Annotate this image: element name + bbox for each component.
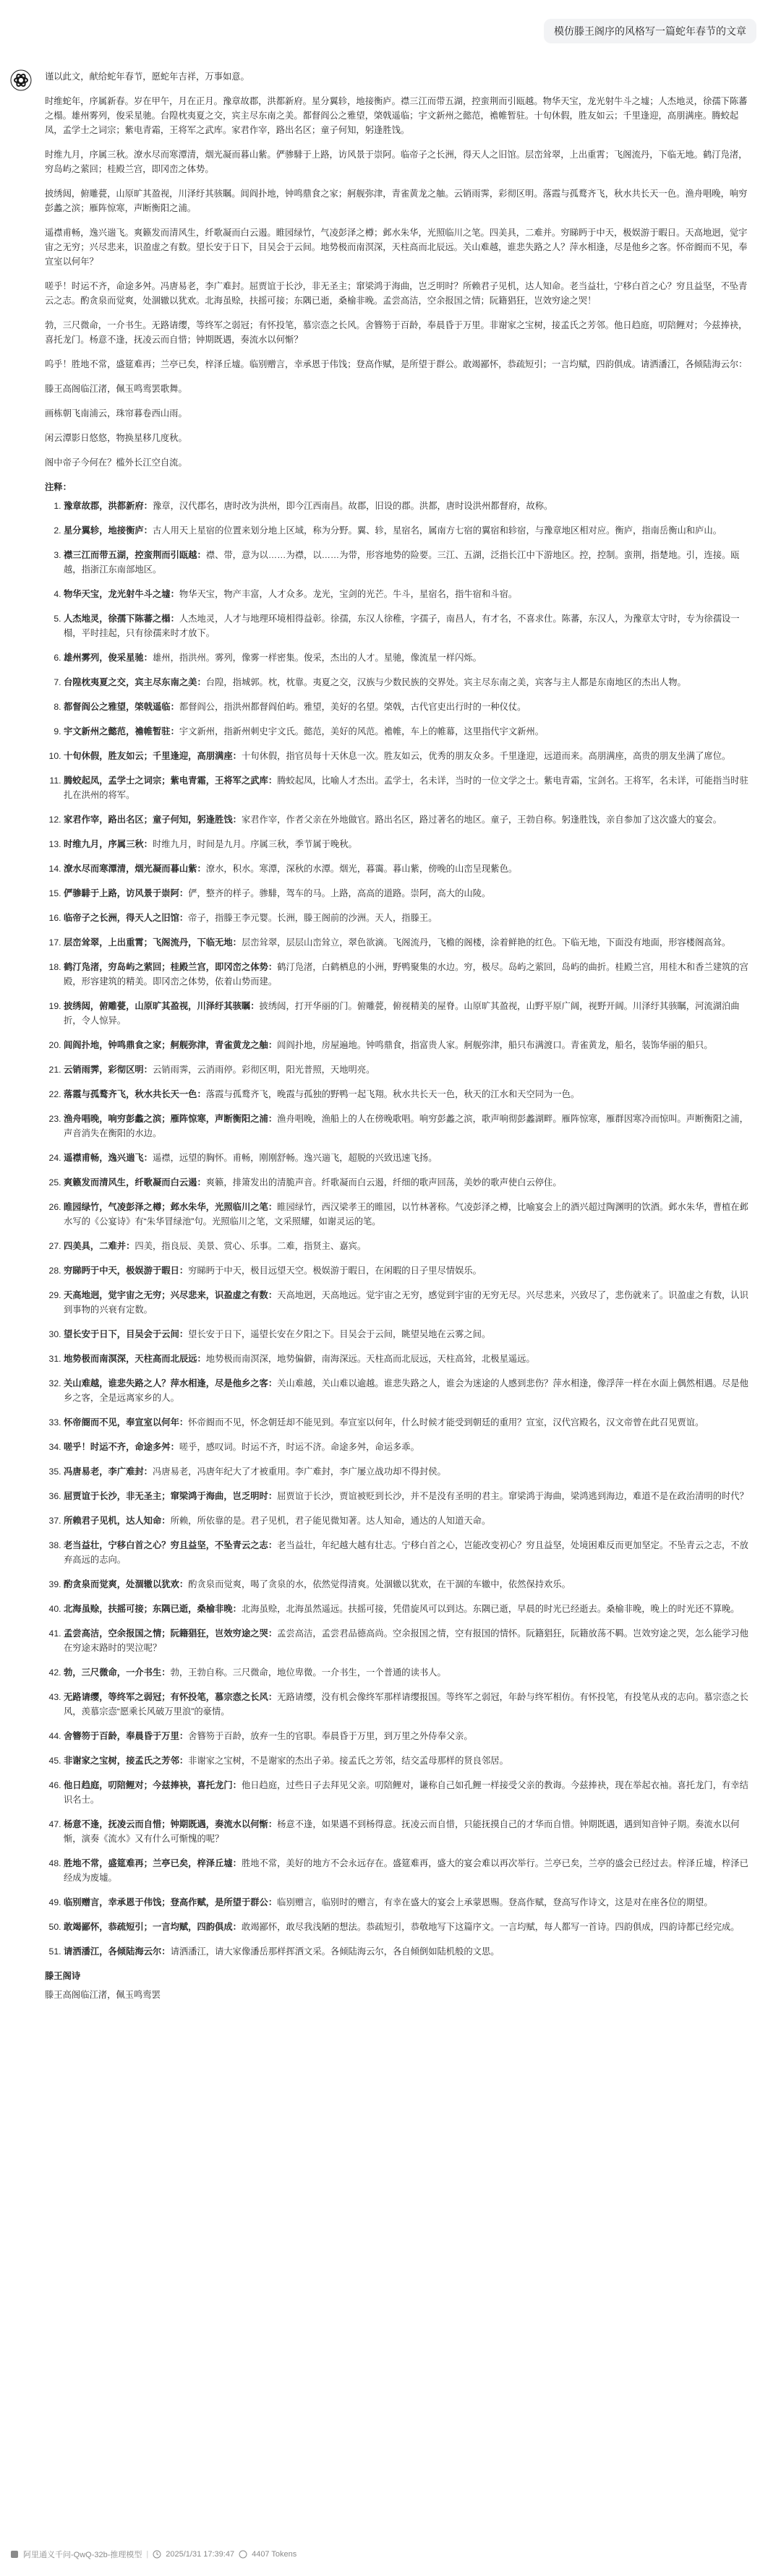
essay-paragraph: 时维九月，序属三秋。潦水尽而寒潭清，烟光凝而暮山紫。俨骖騑于上路，访风景于崇阿。临帝子之长洲，得天人之旧馆。层峦耸翠，上出重霄；飞阁流丹，下临无地。鹤汀凫渚，穷岛屿之萦回；桂殿兰宫，即冈峦之体势。 bbox=[45, 150, 748, 174]
note-text: 所赖，所依靠的是。君子见机，君子能见微知著。达人知命，通达的人知道天命。 bbox=[170, 1516, 491, 1526]
note-item bbox=[64, 812, 752, 827]
essay-paragraph: 披绣闼，俯雕甍，山原旷其盈视，川泽纡其骇瞩。闾阎扑地，钟鸣鼎食之家；舸舰弥津，青雀黄龙之舳。云销雨霁，彩彻区明。落霞与孤鹜齐飞，秋水共长天一色。渔舟唱晚，响穷彭蠡之滨；雁阵惊寒，声断衡阳之浦。 bbox=[45, 189, 748, 213]
note-item bbox=[64, 499, 752, 513]
note-text: 冯唐易老，冯唐年纪大了才被重用。李广难封，李广屡立战功却不得封侯。 bbox=[152, 1467, 446, 1477]
poem-block bbox=[45, 382, 752, 470]
note-text: 无路请缨，没有机会像终军那样请缨报国。等终军之弱冠，年龄与终军相仿。有怀投笔，有投笔从戎的志向。慕宗悫之长风，羡慕宗悫“愿乘长风破万里浪”的豪情。 bbox=[64, 1692, 748, 1717]
note-item bbox=[64, 1577, 752, 1592]
note-heading: 临帝子之长洲，得天人之旧馆： bbox=[64, 913, 189, 923]
note-item bbox=[64, 1817, 752, 1846]
note-item bbox=[64, 675, 752, 690]
model-name: 阿里通义千问-QwQ-32b-推理模型 bbox=[23, 2551, 142, 2559]
note-text: 非谢家之宝树，不是谢家的杰出子弟。接孟氏之芳邻，结交孟母那样的贤良邻居。 bbox=[188, 1756, 508, 1766]
note-text: 雄州，指洪州。雾列，像雾一样密集。俊采，杰出的人才。星驰，像流星一样闪烁。 bbox=[152, 653, 482, 663]
note-item bbox=[64, 886, 752, 901]
note-heading: 云销雨霁，彩彻区明： bbox=[64, 1065, 153, 1075]
note-heading: 披绣闼，俯雕甍，山原旷其盈视，川泽纡其骇瞩： bbox=[64, 1001, 260, 1011]
token-count: 4407 Tokens bbox=[252, 2550, 297, 2559]
note-text: 睢园绿竹，西汉梁孝王的睢园，以竹林著称。气凌彭泽之樽，比喻宴会上的酒兴超过陶渊明的饮酒。邺水朱华，曹植在邺水写的《公宴诗》有“朱华冒绿池”句。光照临川之笔，文采照耀，如谢灵运的笔。 bbox=[64, 1202, 748, 1227]
poem-line: 滕王高阁临江渚，佩玉鸣鸾罢 bbox=[45, 1990, 161, 2000]
note-text: 家君作宰，作者父亲在外地做官。路出名区，路过著名的地区。童子，王勃自称。躬逢胜饯，亲自参加了这次盛大的宴会。 bbox=[241, 815, 722, 825]
note-heading: 临别赠言，幸承恩于伟饯；登高作赋，是所望于群公： bbox=[64, 1897, 278, 1907]
note-item bbox=[64, 1753, 752, 1768]
note-item bbox=[64, 611, 752, 640]
note-heading: 雄州雾列，俊采星驰： bbox=[64, 653, 153, 663]
note-text: 爽籁，排箫发出的清脆声音。纤歌凝而白云遏，纤细的歌声回荡，美妙的歌声使白云停住。 bbox=[205, 1177, 562, 1188]
note-heading: 怀帝阍而不见，奉宣室以何年： bbox=[64, 1417, 189, 1427]
note-text: 老当益壮，年纪越大越有壮志。宁移白首之心，岂能改变初心？穷且益坚，处境困难反而更加坚定。不坠青云之志，不放弃高远的志向。 bbox=[64, 1540, 748, 1565]
note-text: 俨，整齐的样子。骖騑，驾车的马。上路，高高的道路。崇阿，高大的山陵。 bbox=[188, 888, 491, 898]
note-text: 落霞与孤鹜齐飞，晚霞与孤独的野鸭一起飞翔。秋水共长天一色，秋天的江水和天空同为一色。 bbox=[205, 1089, 580, 1099]
note-item bbox=[64, 1602, 752, 1616]
note-item bbox=[64, 523, 752, 538]
note-heading: 敢竭鄙怀，恭疏短引；一言均赋，四韵俱成： bbox=[64, 1922, 242, 1932]
note-heading: 四美具，二难并： bbox=[64, 1241, 135, 1251]
note-item bbox=[64, 1489, 752, 1503]
note-item bbox=[64, 935, 752, 950]
note-text: 宇文新州，指新州刺史宇文氏。懿范，美好的风范。襜帷，车上的帷幕，这里指代宇文新州。 bbox=[179, 726, 545, 737]
note-text: 遥襟，远望的胸怀。甫畅，刚刚舒畅。逸兴遄飞，超脱的兴致迅速飞扬。 bbox=[152, 1153, 438, 1163]
note-item bbox=[64, 1239, 752, 1253]
note-heading: 杨意不逢，抚凌云而自惜；钟期既遇，奏流水以何惭： bbox=[64, 1819, 278, 1829]
note-heading: 非谢家之宝树，接孟氏之芳邻： bbox=[64, 1756, 189, 1766]
note-heading: 勃，三尺微命，一介书生： bbox=[64, 1667, 171, 1678]
assistant-logo-icon bbox=[10, 69, 32, 91]
note-text: 层峦耸翠，层层山峦耸立，翠色欲滴。飞阁流丹，飞檐的阁楼，涂着鲜艳的红色。下临无地，下面没有地面，形容楼阁高耸。 bbox=[241, 937, 731, 948]
note-heading: 北海虽赊，扶摇可接；东隅已逝，桑榆非晚： bbox=[64, 1604, 242, 1614]
note-heading: 老当益壮，宁移白首之心？穷且益坚，不坠青云之志： bbox=[64, 1540, 278, 1550]
note-heading: 人杰地灵，徐孺下陈蕃之榻： bbox=[64, 614, 179, 624]
note-item bbox=[64, 587, 752, 601]
note-text: 物华天宝，物产丰富，人才众多。龙光，宝剑的光芒。牛斗，星宿名，指牛宿和斗宿。 bbox=[179, 589, 518, 599]
note-item bbox=[64, 1778, 752, 1807]
notes-title: 注释： bbox=[45, 482, 72, 492]
note-text: 都督阎公，指洪州都督阎伯屿。雅望，美好的名望。棨戟，古代官吏出行时的一种仪仗。 bbox=[179, 702, 526, 712]
poem-line: 滕王高阁临江渚，佩玉鸣鸾罢歌舞。 bbox=[45, 384, 187, 394]
note-heading: 时维九月，序属三秋： bbox=[64, 839, 153, 849]
note-heading: 穷睇眄于中天，极娱游于暇日： bbox=[64, 1266, 189, 1276]
note-heading: 宇文新州之懿范，襜帷暂驻： bbox=[64, 726, 179, 737]
note-heading: 台隍枕夷夏之交，宾主尽东南之美： bbox=[64, 677, 206, 687]
note-item bbox=[64, 1538, 752, 1567]
note-text: 四美，指良辰、美景、赏心、乐事。二难，指贤主、嘉宾。 bbox=[135, 1241, 367, 1251]
note-item bbox=[64, 1464, 752, 1479]
poem-line: 阁中帝子今何在？槛外长江空自流。 bbox=[45, 458, 187, 468]
note-text: 望长安于日下，遥望长安在夕阳之下。目吴会于云间，眺望吴地在云雾之间。 bbox=[188, 1329, 491, 1339]
note-item bbox=[64, 862, 752, 876]
note-text: 襟、带，意为以……为襟，以……为带，形容地势的险要。三江、五湖，泛指长江中下游地区。控，控制。蛮荆，指楚地。引，连接。瓯越，指浙江东南部地区。 bbox=[64, 550, 740, 575]
note-heading: 屈贾谊于长沙，非无圣主；窜梁鸿于海曲，岂乏明时： bbox=[64, 1491, 278, 1501]
assistant-response bbox=[45, 69, 752, 2012]
note-heading: 舍簪笏于百龄，奉晨昏于万里： bbox=[64, 1731, 189, 1741]
note-item bbox=[64, 911, 752, 925]
note-item bbox=[64, 1352, 752, 1366]
poem-title: 滕王阁诗 bbox=[45, 1971, 81, 1981]
note-item bbox=[64, 999, 752, 1028]
note-heading: 闾阎扑地，钟鸣鼎食之家；舸舰弥津，青雀黄龙之舳： bbox=[64, 1040, 278, 1050]
note-text: 舍簪笏于百龄，放弃一生的官职。奉晨昏于万里，到万里之外侍奉父亲。 bbox=[188, 1731, 473, 1741]
note-heading: 冯唐易老，李广难封： bbox=[64, 1467, 153, 1477]
note-text: 他日趋庭，过些日子去拜见父亲。叨陪鲤对，谦称自己如孔鲤一样接受父亲的教诲。今兹捧袂，现在举起衣袖。喜托龙门，有幸结识名士。 bbox=[64, 1780, 748, 1805]
note-text: 帝子，指滕王李元婴。长洲，滕王阁前的沙洲。天人，指滕王。 bbox=[188, 913, 438, 923]
note-heading: 他日趋庭，叨陪鲤对；今兹捧袂，喜托龙门： bbox=[64, 1780, 242, 1790]
note-item bbox=[64, 1440, 752, 1454]
note-item bbox=[64, 773, 752, 802]
note-item bbox=[64, 837, 752, 851]
note-text: 杨意不逢，如果遇不到杨得意。抚凌云而自惜，只能抚摸自己的才华而自惜。钟期既遇，遇到知音钟子期。奏流水以何惭，演奏《流水》又有什么可惭愧的呢？ bbox=[64, 1819, 740, 1844]
note-heading: 渔舟唱晚，响穷彭蠡之滨；雁阵惊寒，声断衡阳之浦： bbox=[64, 1114, 278, 1124]
note-text: 时维九月，时间是九月。序属三秋，季节属于晚秋。 bbox=[152, 839, 357, 849]
essay-paragraph: 嗟乎！时运不齐，命途多舛。冯唐易老，李广难封。屈贾谊于长沙，非无圣主；窜梁鸿于海曲，岂乏明时？所赖君子见机，达人知命。老当益壮，宁移白首之心？穷且益坚，不坠青云之志。酌贪泉而觉爽，处涸辙以犹欢。北海虽赊，扶摇可接；东隅已逝，桑榆非晚。孟尝高洁，空余报国之情；阮籍猖狂，岂效穷途之哭！ bbox=[45, 281, 748, 306]
note-item bbox=[64, 749, 752, 763]
note-heading: 关山难越，谁悲失路之人？萍水相逢，尽是他乡之客： bbox=[64, 1378, 278, 1388]
note-item bbox=[64, 1112, 752, 1141]
note-item bbox=[64, 1038, 752, 1052]
note-heading: 胜地不常，盛筵难再；兰亭已矣，梓泽丘墟： bbox=[64, 1858, 242, 1868]
note-heading: 睢园绿竹，气凌彭泽之樽；邺水朱华，光照临川之笔： bbox=[64, 1202, 278, 1212]
note-item bbox=[64, 1376, 752, 1405]
note-item bbox=[64, 1175, 752, 1190]
note-heading: 无路请缨，等终军之弱冠；有怀投笔，慕宗悫之长风： bbox=[64, 1692, 278, 1702]
note-item bbox=[64, 548, 752, 577]
token-icon bbox=[239, 2550, 247, 2559]
note-text: 关山难越，关山难以逾越。谁悲失路之人，谁会为迷途的人感到悲伤？萍水相逢，像浮萍一样在水面上偶然相遇。尽是他乡之客，全是远离家乡的人。 bbox=[64, 1378, 748, 1403]
note-item bbox=[64, 1944, 752, 1959]
note-heading: 遥襟甫畅，逸兴遄飞： bbox=[64, 1153, 153, 1163]
note-text: 北海虽赊，北海虽然遥远。扶摇可接，凭借旋风可以到达。东隅已逝，早晨的时光已经逝去。桑榆非晚，晚上的时光还不算晚。 bbox=[241, 1604, 740, 1614]
note-item bbox=[64, 1665, 752, 1680]
note-heading: 家君作宰，路出名区；童子何知，躬逢胜饯： bbox=[64, 815, 242, 825]
notes-list bbox=[45, 499, 752, 1959]
note-heading: 腾蛟起凤，孟学士之词宗；紫电青霜，王将军之武库： bbox=[64, 776, 278, 786]
note-item bbox=[64, 960, 752, 989]
note-text: 临别赠言，临别时的赠言，有幸在盛大的宴会上承蒙恩赐。登高作赋，登高写作诗文，这是对在座各位的期望。 bbox=[277, 1897, 713, 1907]
note-text: 渔舟唱晚，渔船上的人在傍晚歌唱。响穷彭蠡之滨，歌声响彻彭蠡湖畔。雁阵惊寒，雁群因寒冷而惊叫。声断衡阳之浦，声音消失在衡阳的水边。 bbox=[64, 1114, 748, 1138]
note-text: 胜地不常，美好的地方不会永远存在。盛筵难再，盛大的宴会难以再次举行。兰亭已矣，兰亭的盛会已经过去。梓泽丘墟，梓泽已经成为废墟。 bbox=[64, 1858, 748, 1883]
note-text: 古人用天上星宿的位置来划分地上区域，称为分野。翼、轸，星宿名，属南方七宿的翼宿和轸宿，与豫章地区相对应。衡庐，指南岳衡山和庐山。 bbox=[152, 525, 722, 536]
note-heading: 请洒潘江，各倾陆海云尔： bbox=[64, 1946, 171, 1957]
note-heading: 地势极而南溟深，天柱高而北辰远： bbox=[64, 1354, 206, 1364]
note-item bbox=[64, 1087, 752, 1102]
note-text: 敢竭鄙怀，敢尽我浅陋的想法。恭疏短引，恭敬地写下这篇序文。一言均赋，每人都写一首诗。四韵俱成，四韵诗都已经完成。 bbox=[241, 1922, 740, 1932]
note-heading: 潦水尽而寒潭清，烟光凝而暮山紫： bbox=[64, 864, 206, 874]
essay-paragraph: 时维蛇年，序属新春。岁在甲午，月在正月。豫章故郡，洪都新府。星分翼轸，地接衡庐。襟三江而带五湖，控蛮荆而引瓯越。物华天宝，龙光射牛斗之墟；人杰地灵，徐孺下陈蕃之榻。雄州雾列，俊采星驰。台隍枕夷夏之交，宾主尽东南之美。都督阎公之雅望，棨戟遥临；宇文新州之懿范，襜帷暂驻。十旬休假，胜友如云；千里逢迎，高朋满座。腾蛟起凤，孟学士之词宗；紫电青霜，王将军之武库。家君作宰，路出名区；童子何知，躬逢胜饯。 bbox=[45, 96, 748, 135]
note-text: 云销雨霁，云消雨停。彩彻区明，阳光普照，天地明亮。 bbox=[152, 1065, 375, 1075]
note-heading: 所赖君子见机，达人知命： bbox=[64, 1516, 171, 1526]
note-item bbox=[64, 1626, 752, 1655]
note-item bbox=[64, 1514, 752, 1528]
note-text: 地势极而南溟深，地势偏僻，南海深远。天柱高而北辰远，天柱高耸，北极星遥远。 bbox=[205, 1354, 535, 1364]
note-item bbox=[64, 1895, 752, 1910]
note-heading: 星分翼轸，地接衡庐： bbox=[64, 525, 153, 536]
note-item bbox=[64, 1151, 752, 1165]
note-text: 酌贪泉而觉爽，喝了贪泉的水，依然觉得清爽。处涸辙以犹欢，在干涸的车辙中，依然保持欢乐。 bbox=[188, 1579, 571, 1589]
note-heading: 孟尝高洁，空余报国之情；阮籍猖狂，岂效穷途之哭： bbox=[64, 1628, 278, 1639]
note-item bbox=[64, 1062, 752, 1077]
note-item bbox=[64, 1263, 752, 1278]
note-text: 十旬休假，指官员每十天休息一次。胜友如云，优秀的朋友众多。千里逢迎，远道而来。高朋满座，高贵的朋友坐满了席位。 bbox=[241, 751, 731, 761]
message-footer bbox=[10, 2549, 296, 2560]
note-item bbox=[64, 1856, 752, 1885]
note-text: 披绣闼，打开华丽的门。俯雕甍，俯视精美的屋脊。山原旷其盈视，山野平原广阔，视野开阔。川泽纡其骇瞩，河流湖泊曲折，令人惊异。 bbox=[64, 1001, 740, 1026]
note-heading: 物华天宝，龙光射牛斗之墟： bbox=[64, 589, 179, 599]
note-text: 腾蛟起凤，比喻人才杰出。孟学士，名未详，当时的一位文学之士。紫电青霜，宝剑名。王将军，名未详，可能指当时驻扎在洪州的将军。 bbox=[64, 776, 748, 800]
note-heading: 层峦耸翠，上出重霄；飞阁流丹，下临无地： bbox=[64, 937, 242, 948]
poem-line: 画栋朝飞南浦云，珠帘暮卷西山雨。 bbox=[45, 408, 187, 418]
essay-paragraph: 呜乎！胜地不常，盛筵难再；兰亭已矣，梓泽丘墟。临别赠言，幸承恩于伟饯；登高作赋，是所望于群公。敢竭鄙怀，恭疏短引；一言均赋，四韵俱成。请洒潘江，各倾陆海云尔： bbox=[45, 359, 748, 369]
essay-paragraph: 勃，三尺微命，一介书生。无路请缨，等终军之弱冠；有怀投笔，慕宗悫之长风。舍簪笏于百龄，奉晨昏于万里。非谢家之宝树，接孟氏之芳邻。他日趋庭，叨陪鲤对；今兹捧袂，喜托龙门。杨意不逢，抚凌云而自惜；钟期既遇，奏流水以何惭？ bbox=[45, 320, 748, 345]
note-heading: 襟三江而带五湖，控蛮荆而引瓯越： bbox=[64, 550, 206, 560]
note-item bbox=[64, 1729, 752, 1743]
note-heading: 望长安于日下，目吴会于云间： bbox=[64, 1329, 189, 1339]
note-text: 孟尝高洁，孟尝君品德高尚。空余报国之情，空有报国的情怀。阮籍猖狂，阮籍放荡不羁。岂效穷途之哭，怎么能学习他在穷途末路时的哭泣呢？ bbox=[64, 1628, 748, 1653]
note-text: 鹤汀凫渚，白鹤栖息的小洲，野鸭聚集的水边。穷，极尽。岛屿之萦回，岛屿的曲折。桂殿兰宫，用桂木和香兰建筑的宫殿，形容建筑的精美。即冈峦之体势，依着山势而建。 bbox=[64, 962, 748, 987]
note-text: 台隍，指城郭。枕，枕靠。夷夏之交，汉族与少数民族的交界处。宾主尽东南之美，宾客与主人都是东南地区的杰出人物。 bbox=[205, 677, 686, 687]
note-text: 请洒潘江，请大家像潘岳那样挥洒文采。各倾陆海云尔，各自倾倒如陆机般的文思。 bbox=[170, 1946, 500, 1957]
note-heading: 豫章故郡，洪都新府： bbox=[64, 501, 153, 511]
clock-icon bbox=[153, 2550, 161, 2559]
note-heading: 都督阎公之雅望，棨戟遥临： bbox=[64, 702, 179, 712]
note-heading: 天高地迥，觉宇宙之无穷；兴尽悲来，识盈虚之有数： bbox=[64, 1290, 278, 1300]
note-heading: 落霞与孤鹜齐飞，秋水共长天一色： bbox=[64, 1089, 206, 1099]
note-item bbox=[64, 700, 752, 714]
user-message-bubble: 模仿滕王阁序的风格写一篇蛇年春节的文章 bbox=[544, 19, 756, 43]
note-text: 屈贾谊于长沙，贾谊被贬到长沙，并不是没有圣明的君主。窜梁鸿于海曲，梁鸿逃到海边，难道不是在政治清明的时代？ bbox=[277, 1491, 748, 1501]
note-text: 天高地迥，天高地远。觉宇宙之无穷，感觉到宇宙的无穷无尽。兴尽悲来，兴致尽了，悲伤就来了。识盈虚之有数，认识到事物的兴衰有定数。 bbox=[64, 1290, 748, 1315]
note-item bbox=[64, 1200, 752, 1229]
note-item bbox=[64, 1415, 752, 1430]
note-text: 人杰地灵，人才与地理环境相得益彰。徐孺，东汉人徐稚，字孺子，南昌人，有才名，不喜求仕。陈蕃，东汉人，为豫章太守时，专为徐孺设一榻，平时挂起，只有徐孺来时才放下。 bbox=[64, 614, 740, 638]
model-icon bbox=[10, 2550, 19, 2559]
essay-paragraph: 遥襟甫畅，逸兴遄飞。爽籁发而清风生，纤歌凝而白云遏。睢园绿竹，气凌彭泽之樽；邺水朱华，光照临川之笔。四美具，二难并。穷睇眄于中天，极娱游于暇日。天高地迥，觉宇宙之无穷；兴尽悲来，识盈虚之有数。望长安于日下，目吴会于云间。地势极而南溟深，天柱高而北辰远。关山难越，谁悲失路之人？萍水相逢，尽是他乡之客。怀帝阍而不见，奉宣室以何年？ bbox=[45, 228, 748, 267]
note-heading: 爽籁发而清风生，纤歌凝而白云遏： bbox=[64, 1177, 206, 1188]
note-item bbox=[64, 651, 752, 665]
note-text: 闾阎扑地，房屋遍地。钟鸣鼎食，指富贵人家。舸舰弥津，船只布满渡口。青雀黄龙，船名，装饰华丽的船只。 bbox=[277, 1040, 713, 1050]
note-text: 怀帝阍而不见，怀念朝廷却不能见到。奉宣室以何年，什么时候才能受到朝廷的重用？宣室，汉代宫殿名，汉文帝曾在此召见贾谊。 bbox=[188, 1417, 704, 1427]
note-heading: 鹤汀凫渚，穷岛屿之萦回；桂殿兰宫，即冈峦之体势： bbox=[64, 962, 278, 972]
timestamp: 2025/1/31 17:39:47 bbox=[166, 2550, 235, 2559]
divider: | bbox=[146, 2550, 149, 2559]
note-heading: 酌贪泉而觉爽，处涸辙以犹欢： bbox=[64, 1579, 189, 1589]
note-text: 穷睇眄于中天，极目远望天空。极娱游于暇日，在闲暇的日子里尽情娱乐。 bbox=[188, 1266, 482, 1276]
note-text: 潦水，积水。寒潭，深秋的水潭。烟光，暮霭。暮山紫，傍晚的山峦呈现紫色。 bbox=[205, 864, 518, 874]
note-text: 勃，王勃自称。三尺微命，地位卑微。一介书生，一个普通的读书人。 bbox=[170, 1667, 446, 1678]
note-heading: 俨骖騑于上路，访风景于崇阿： bbox=[64, 888, 189, 898]
note-heading: 十旬休假，胜友如云；千里逢迎，高朋满座： bbox=[64, 751, 242, 761]
note-item bbox=[64, 1327, 752, 1341]
note-text: 嗟乎，感叹词。时运不齐，时运不济。命途多舛，命运多乖。 bbox=[179, 1442, 419, 1452]
intro-text: 谨以此文，献给蛇年春节，愿蛇年吉祥，万事如意。 bbox=[45, 72, 249, 82]
note-item bbox=[64, 1288, 752, 1317]
note-item bbox=[64, 1920, 752, 1934]
note-item bbox=[64, 1690, 752, 1719]
note-heading: 嗟乎！时运不齐，命途多舛： bbox=[64, 1442, 179, 1452]
note-item bbox=[64, 724, 752, 739]
poem-line: 闲云潭影日悠悠，物换星移几度秋。 bbox=[45, 433, 187, 443]
note-text: 豫章，汉代郡名，唐时改为洪州，即今江西南昌。故郡，旧设的郡。洪都，唐时设洪州都督府，故称。 bbox=[152, 501, 553, 511]
essay-body bbox=[45, 94, 752, 372]
